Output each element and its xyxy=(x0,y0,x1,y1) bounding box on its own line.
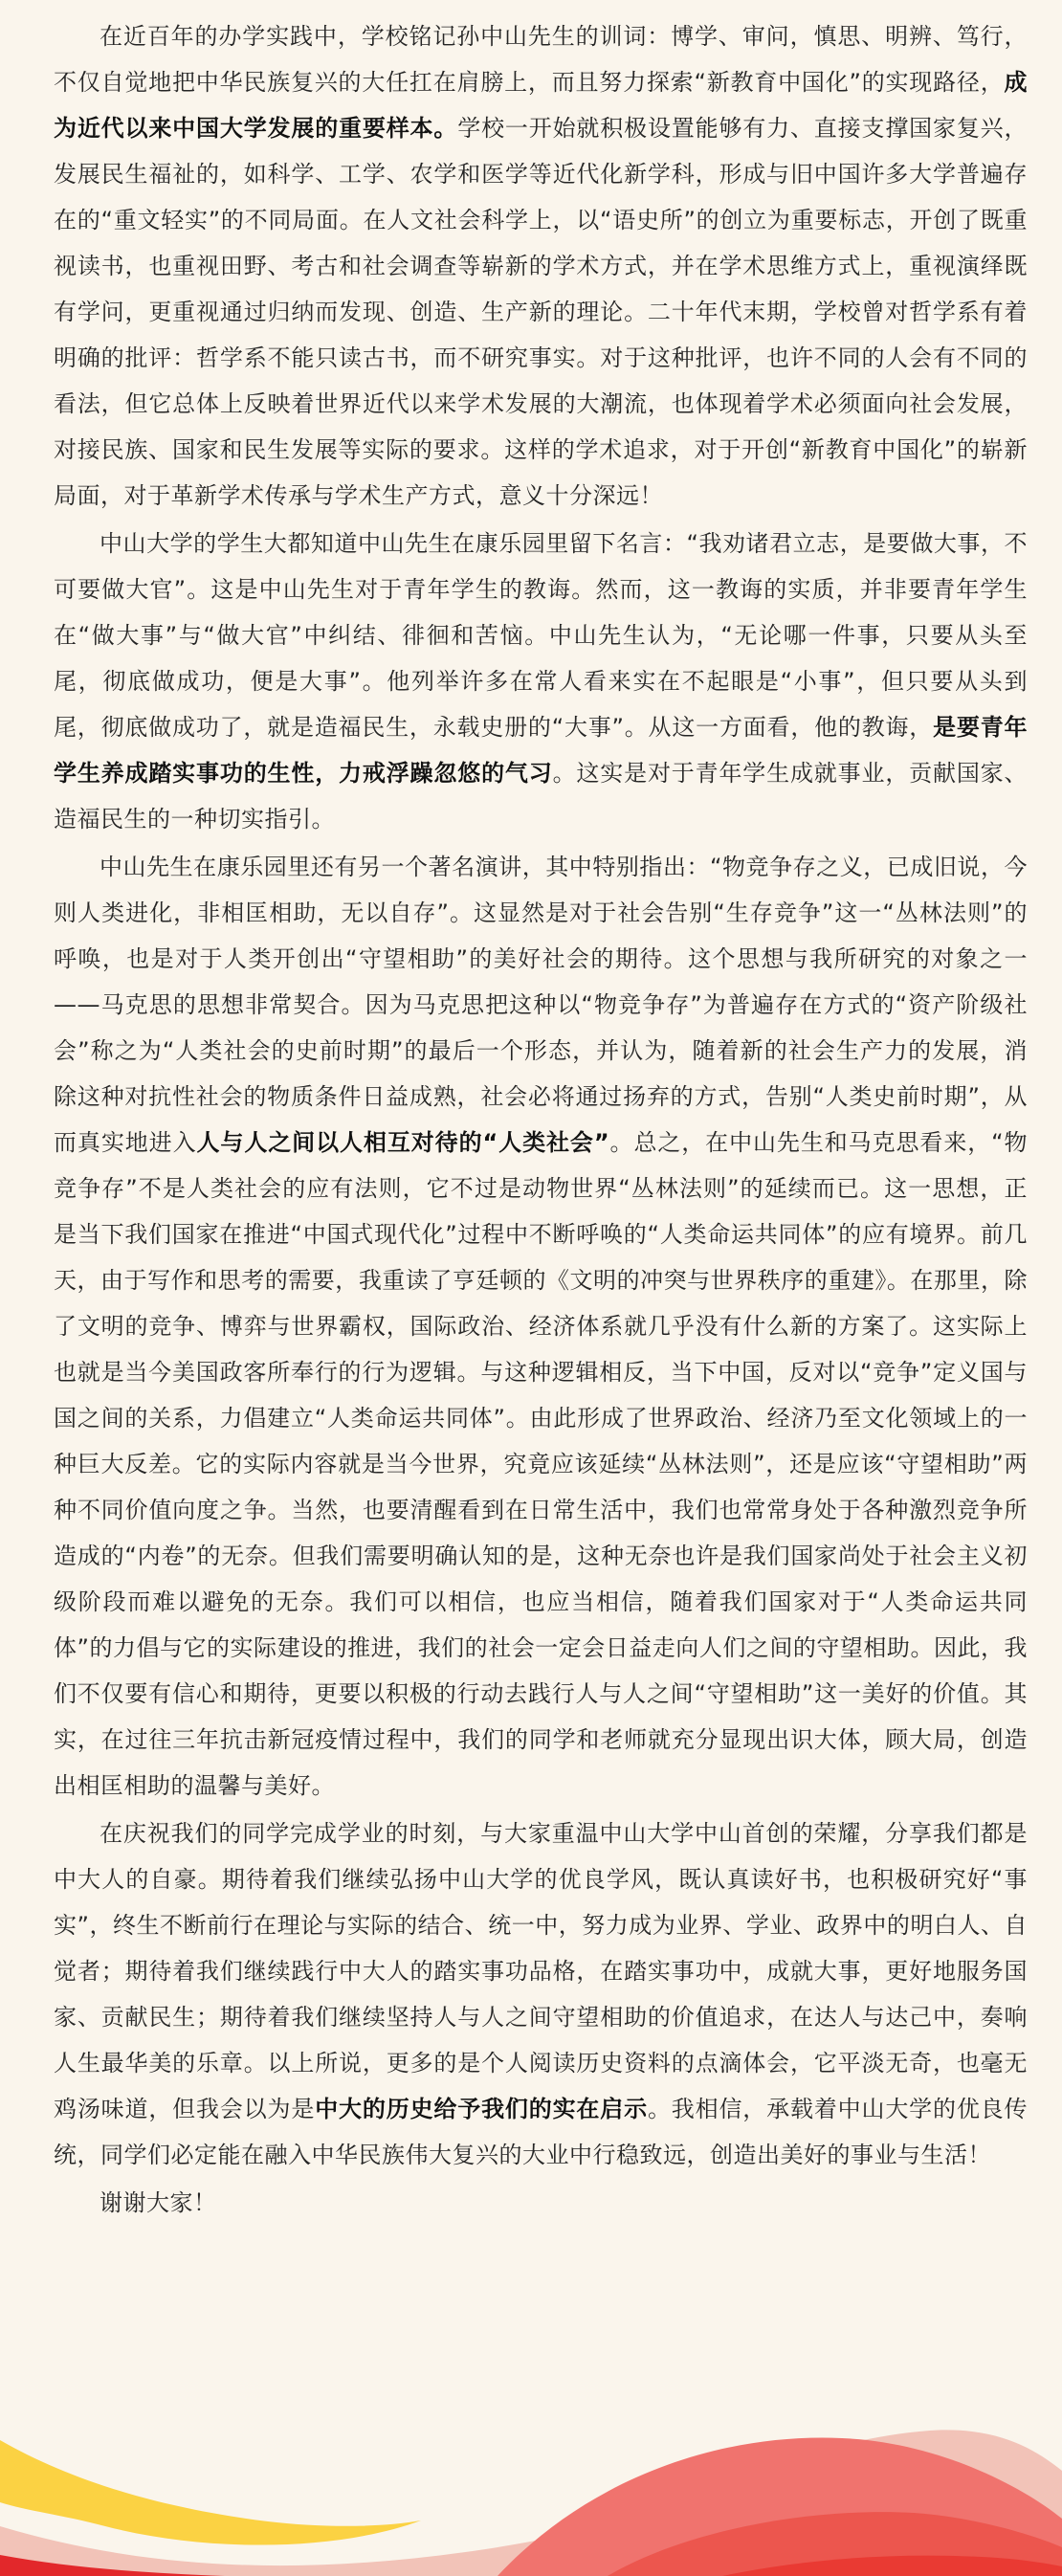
body-text: 中山大学的学生大都知道中山先生在康乐园里留下名言：“我劝诸君立志，是要做大事，不可要做大官”。这是中山先生对于青年学生的教诲。然而，这一教诲的实质，并非要青年学生在“做大事”与“做大官”中纠结、徘徊和苦恼。中山先生认为，“无论哪一件事，只要从头至尾，彻底做成功，便是大事”。他列举许多在常人看来实在不起眼是“小事”，但只要从头到尾，彻底做成功了，就是造福民生，永载史册的“大事”。从这一方面看，他的教诲， xyxy=(54,530,1028,741)
paragraph xyxy=(54,1810,1028,2178)
paragraph xyxy=(54,521,1028,842)
paragraph xyxy=(54,13,1028,519)
emphasis-text: 中大的历史给予我们的实在启示 xyxy=(315,2096,648,2122)
body-text: 在近百年的办学实践中，学校铭记孙中山先生的训词：博学、审问，慎思、明辨、笃行，不仅自觉地把中华民族复兴的大任扛在肩膀上，而且努力探索“新教育中国化”的实现路径， xyxy=(54,23,1028,96)
body-text: 谢谢大家！ xyxy=(100,2189,217,2216)
paragraph xyxy=(54,844,1028,1809)
emphasis-text: 人与人之间以人相互对待的“人类社会” xyxy=(196,1129,610,1156)
yellow-wave-shape xyxy=(0,2440,421,2545)
emphasis-text: 成为近代以来中国大学发展的重要样本。 xyxy=(54,69,1028,142)
body-text: 中山先生在康乐园里还有另一个著名演讲，其中特别指出：“物竞争存之义，已成旧说，今则人类进化，非相匡相助，无以自存”。这显然是对于社会告别“生存竞争”这一“丛林法则”的呼唤，也是对于人类开创出“守望相助”的美好社会的期待。这个思想与我所研究的对象之一——马克思的思想非常契合。因为马克思把这种以“物竞争存”为普遍存在方式的“资产阶级社会”称之为“人类社会的史前时期”的最后一个形态，并认为，随着新的社会生产力的发展，消除这种对抗性社会的物质条件日益成熟，社会必将通过扬弃的方式，告别“人类史前时期”，从而真实地进入 xyxy=(54,854,1028,1156)
paragraph xyxy=(54,2180,1028,2226)
body-text: 。这实是对于青年学生成就事业，贡献国家、造福民生的一种切实指引。 xyxy=(54,760,1029,833)
body-text: 。总之，在中山先生和马克思看来，“物竞争存”不是人类社会的应有法则，它不过是动物世界“丛林法则”的延续而已。这一思想，正是当下我们国家在推进“中国式现代化”过程中不断呼唤的“人类命运共同体”的应有境界。前几天，由于写作和思考的需要，我重读了亨廷顿的《文明的冲突与世界秩序的重建》。在那里，除了文明的竞争、博弈与世界霸权，国际政治、经济体系就几乎没有什么新的方案了。这实际上也就是当今美国政客所奉行的行为逻辑。与这种逻辑相反，当下中国，反对以“竞争”定义国与国之间的关系，力倡建立“人类命运共同体”。由此形成了世界政治、经济乃至文化领域上的一种巨大反差。它的实际内容就是当今世界，究竟应该延续“丛林法则”，还是应该“守望相助”两种不同价值向度之争。当然，也要清醒看到在日常生活中，我们也常常身处于各种激烈竞争所造成的“内卷”的无奈。但我们需要明确认知的是，这种无奈也许是我们国家尚处于社会主义初级阶段而难以避免的无奈。我们可以相信，也应当相信，随着我们国家对于“人类命运共同体”的力倡与它的实际建设的推进，我们的社会一定会日益走向人们之间的守望相助。因此，我们不仅要有信心和期待，更要以积极的行动去践行人与人之间“守望相助”这一美好的价值。其实，在过往三年抗击新冠疫情过程中，我们的同学和老师就充分显现出识大体，顾大局，创造出相匡相助的温馨与美好。 xyxy=(54,1129,1029,1799)
emphasis-text: 是要青年学生养成踏实事功的生性，力戒浮躁忽悠的气习 xyxy=(54,714,1028,787)
body-text: 。我相信，承载着中山大学的优良传统，同学们必定能在融入中华民族伟大复兴的大业中行稳致远，创造出美好的事业与生活！ xyxy=(54,2096,1029,2168)
body-text: 在庆祝我们的同学完成学业的时刻，与大家重温中山大学中山首创的荣耀，分享我们都是中大人的自豪。期待着我们继续弘扬中山大学的优良学风，既认真读好书，也积极研究好“事实”，终生不断前行在理论与实际的结合、统一中，努力成为业界、学业、政界中的明白人、自觉者；期待着我们继续践行中大人的踏实事功品格，在踏实事功中，成就大事，更好地服务国家、贡献民生；期待着我们继续坚持人与人之间守望相助的价值追求，在达人与达己中，奏响人生最华美的乐章。以上所说，更多的是个人阅读历史资料的点滴体会，它平淡无奇，也毫无鸡汤味道，但我会以为是 xyxy=(54,1820,1028,2122)
footer-waves-graphic xyxy=(0,2411,1062,2576)
body-text: 学校一开始就积极设置能够有力、直接支撑国家复兴，发展民生福祉的，如科学、工学、农学和医学等近代化新学科，形成与旧中国许多大学普遍存在的“重文轻实”的不同局面。在人文社会科学上，以“语史所”的创立为重要标志，开创了既重视读书，也重视田野、考古和社会调查等崭新的学术方式，并在学术思维方式上，重视演绎既有学问，更重视通过归纳而发现、创造、生产新的理论。二十年代末期，学校曾对哲学系有着明确的批评：哲学系不能只读古书，而不研究事实。对于这种批评，也许不同的人会有不同的看法，但它总体上反映着世界近代以来学术发展的大潮流，也体现着学术必须面向社会发展，对接民族、国家和民生发展等实际的要求。这样的学术追求，对于开创“新教育中国化”的崭新局面，对于革新学术传承与学术生产方式，意义十分深远！ xyxy=(54,115,1029,509)
footer-decoration xyxy=(0,2411,1062,2576)
